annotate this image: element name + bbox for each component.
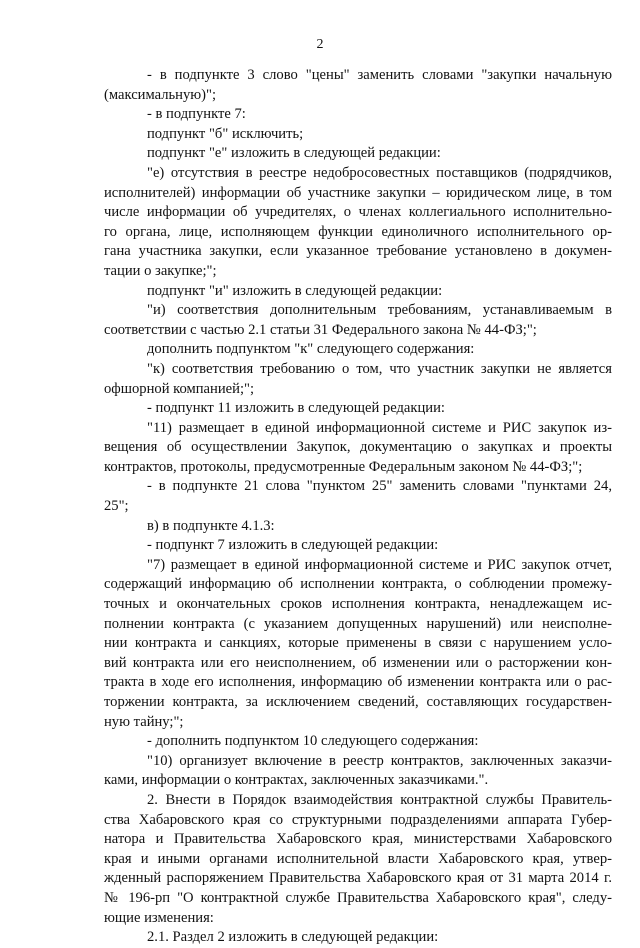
text-line: "11) размещает в единой информационной системе и РИС закупок из- [147, 419, 612, 436]
text-line: "к) соответствия требованию о том, что участник закупки не является [147, 360, 612, 377]
text-line: № 196-рп "О контрактной службе Правительства Хабаровского края", следу- [104, 889, 612, 906]
text-line: края и иными органами исполнительной власти Хабаровского края, утвер- [104, 850, 612, 867]
text-line: подпункт "и" изложить в следующей редакции: [147, 282, 443, 299]
text-line: - подпункт 11 изложить в следующей редакции: [147, 400, 445, 417]
text-line: ками, информации о контрактах, заключенных заказчиками.". [104, 772, 489, 789]
text-line: 25"; [104, 498, 129, 515]
text-line: вещения об осуществлении Закупок, документацию о закупках и проекты [104, 439, 612, 456]
text-line: ства Хабаровского края со структурными подразделениями аппарата Губер- [104, 811, 612, 828]
text-line: вий контракта или его неисполнением, об изменении или о расторжении кон- [104, 654, 612, 671]
text-line: 2.1. Раздел 2 изложить в следующей редакции: [147, 929, 439, 946]
text-line: ющие изменения: [104, 909, 214, 926]
text-line: в) в подпункте 4.1.3: [147, 517, 275, 534]
text-line: - подпункт 7 изложить в следующей редакции: [147, 537, 439, 554]
text-line: - дополнить подпунктом 10 следующего содержания: [147, 733, 479, 750]
text-line: жденный распоряжением Правительства Хабаровского края от 31 марта 2014 г. [104, 870, 612, 887]
text-line: исполнителей) информации об участнике закупки – юридическом лице, в том [104, 184, 612, 201]
text-line: подпункт "б" исключить; [147, 125, 304, 142]
text-line: - в подпункте 21 слова "пунктом 25" заменить словами "пунктами 24, [147, 478, 612, 495]
text-line: точных и окончательных сроков исполнения контракта, ненадлежащем ис- [104, 596, 612, 613]
text-line: офшорной компанией;"; [104, 380, 255, 397]
text-line: ную тайну;"; [104, 713, 184, 730]
document-body [104, 66, 612, 948]
text-line: "и) соответствия дополнительным требованиям, устанавливаемым в [147, 302, 612, 319]
text-line: - в подпункте 3 слово "цены" заменить словами "закупки начальную [147, 67, 612, 83]
text-line: контрактов, протоколы, предусмотренные Федеральным законом № 44-ФЗ;"; [104, 458, 583, 475]
text-line: дополнить подпунктом "к" следующего содержания: [147, 341, 475, 358]
text-line: нии контракта и санкциях, которые применены в связи с нарушением усло- [104, 635, 612, 652]
text-line: соответствии с частью 2.1 статьи 31 Федерального закона № 44-ФЗ;"; [104, 321, 537, 338]
text-line: торжении контракта, за исключением сведений, составляющих государствен- [104, 694, 612, 710]
text-line: 2. Внести в Порядок взаимодействия контрактной службы Правитель- [147, 791, 612, 808]
text-line: подпункт "е" изложить в следующей редакции: [147, 145, 441, 162]
text-line: "е) отсутствия в реестре недобросовестных поставщиков (подрядчиков, [147, 164, 612, 181]
text-line: - в подпункте 7: [147, 106, 246, 123]
text-line: тации о закупке;"; [104, 262, 217, 279]
text-line: натора и Правительства Хабаровского края, министерствами Хабаровского [104, 831, 612, 848]
text-line: гана участника закупки, если указанное требование установлено в докумен- [104, 243, 612, 260]
text-line: го органа, лице, исполняющем функции единоличного исполнительного ор- [104, 223, 612, 240]
text-line: "7) размещает в единой информационной системе и РИС закупок отчет, [147, 556, 612, 573]
page-number: 2 [316, 37, 324, 52]
text-line: числе информации об учредителях, о членах коллегиального исполнительно- [104, 204, 612, 221]
text-line: полнении контракта (с указанием допущенных нарушений) или неисполне- [104, 615, 612, 632]
text-line: (максимальную)"; [104, 86, 217, 103]
text-line: содержащий информацию об исполнении контракта, о соблюдении промежу- [104, 576, 612, 593]
text-line: "10) организует включение в реестр контрактов, заключенных заказчи- [147, 752, 612, 769]
text-line: тракта в ходе его исполнения, информацию об изменении контракта или о рас- [104, 674, 612, 691]
